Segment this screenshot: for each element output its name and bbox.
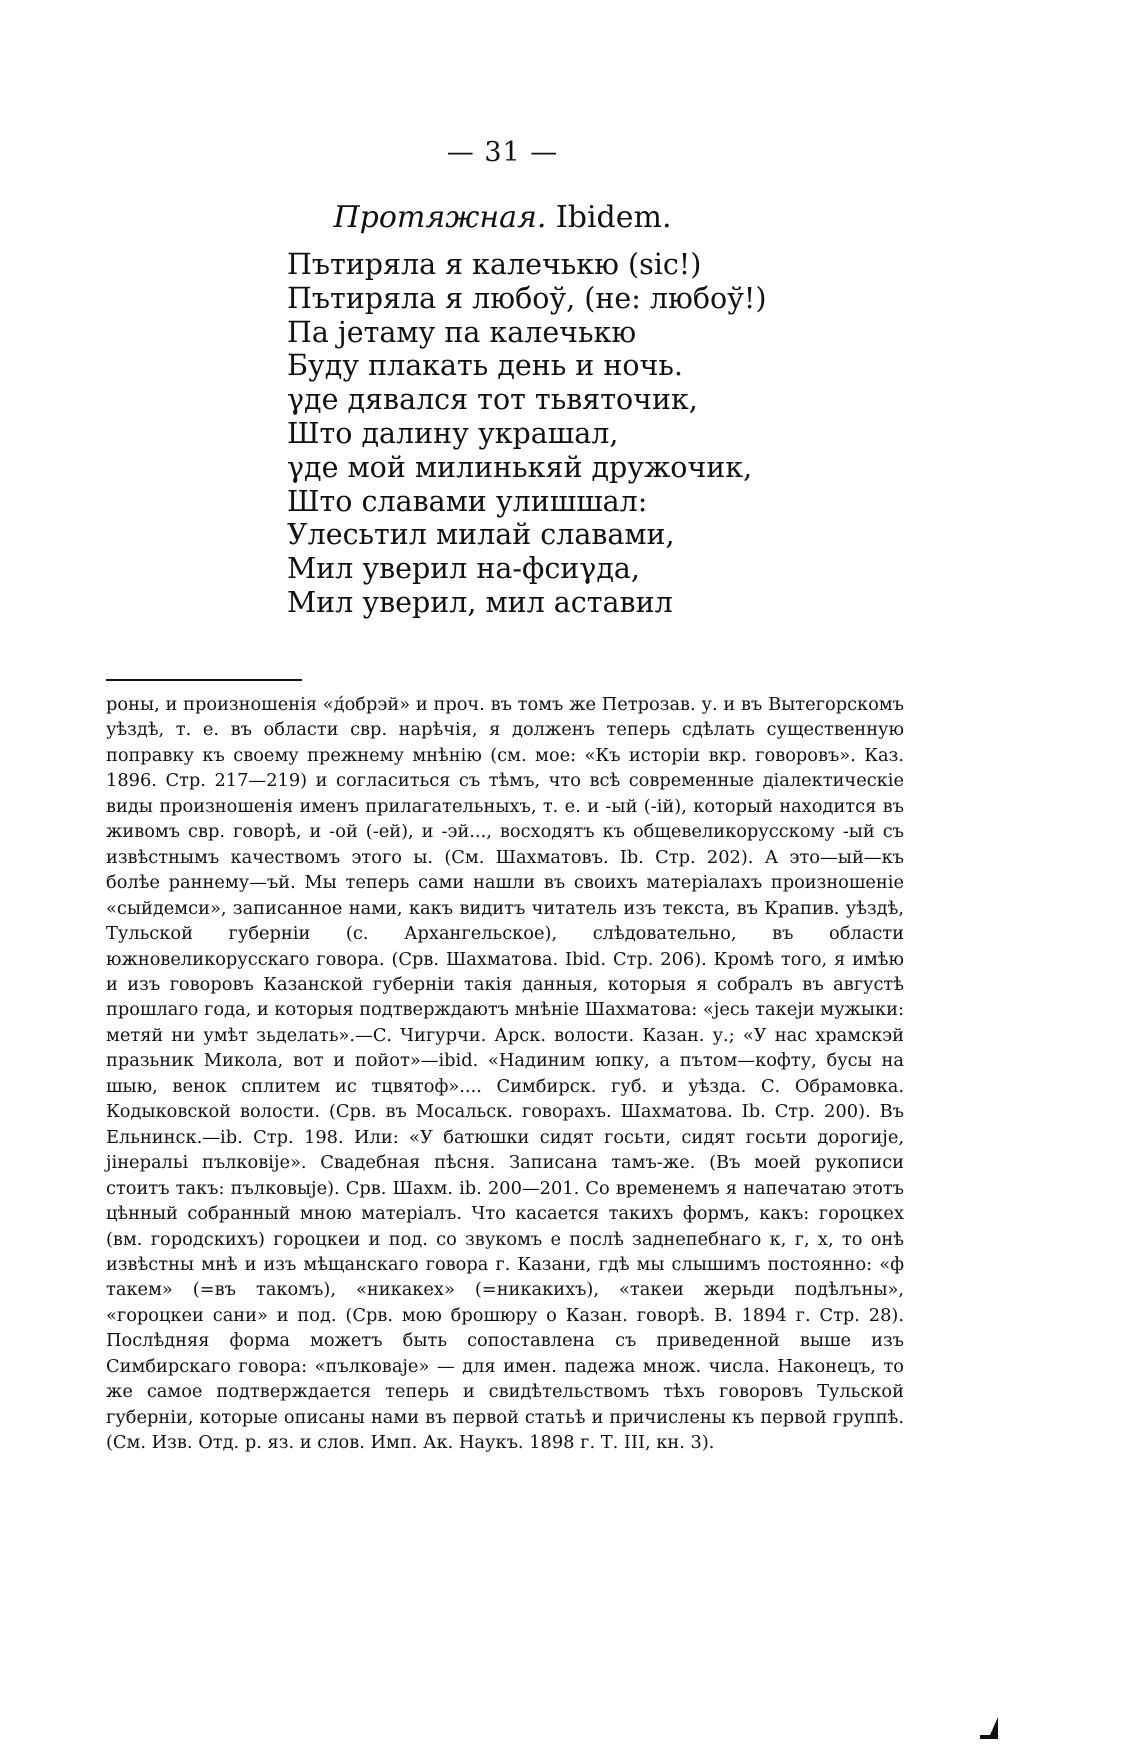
verse-line: Што далину украшал, <box>287 416 619 450</box>
verse-line: Пътиряла я любоў, (не: любоў!) <box>287 281 767 315</box>
verse-line: Улесьтил милай славами, <box>287 518 675 552</box>
footnote-text: роны, и произношенія «д́обрэй» и проч. въ томъ же Петрозав. у. и въ Вытегорскомъ уѣздѣ, т. е. въ области свр. нарѣчія, я долженъ теперь сдѣлать существенную поправку къ своему прежнему мнѣнію (см. мое: «Къ исторіи вкр. говоровъ». Каз. 1896. Стр. 217—219) и согласиться съ тѣмъ, что всѣ современные діалектическіе виды произношенія именъ прилагательныхъ, т. е. и -ый (-ій), который находится въ живомъ свр. говорѣ, и -ой (-ей), и -эй..., восходятъ къ общевеликорусскому -ый съ извѣстнымъ качествомъ этого ы. (См. Шахматовъ. Ib. Стр. 202). А это—ый—къ болѣе раннему—ъй. Мы теперь сами нашли въ своихъ матеріалахъ произношеніе «сыйдемси», записанное нами, какъ видитъ читатель изъ текста, въ Крапив. уѣздѣ, Тульской губерніи (с. Архангельское), слѣдовательно, въ области южновеликорусскаго говора. (Срв. Шахматова. Ibid. Стр. 206). Кромѣ того, я имѣю и изъ говоровъ Казанской губерніи такія данныя, которыя я собралъ въ августѣ прошлаго года, и которыя подтверждаютъ мнѣніе Шахматова: «јесь такеји мужыки: метяй ни умѣт зьделать».—С. Чигурчи. Арск. волости. Казан. у.; «У нас храмскэй празьник Микола, вот и пойот»—ibid. «Надиним юпку, а пътом—кофту, бусы на шыю, венок сплитем ис тцвятоф».... Симбирск. губ. и уѣзда. С. Обрамовка. Кодыковской волости. (Срв. въ Мосальск. говорахъ. Шахматова. Ib. Стр. 200). Въ Ельнинск.—ib. Стр. 198. Или: «У батюшки сидят госьти, сидят госьти дорогије, јінеральі пълковіје». Свадебная пѣсня. Записана тамъ-же. (Въ моей рукописи стоитъ такъ: пълковыје). Срв. Шахм. ib. 200—201. Со временемъ я напечатаю этотъ цѣнный собранный мною матеріалъ. Что касается такихъ формъ, какъ: гороцкех (вм. городскихъ) гороцкеи и под. со звукомъ е послѣ заднепебнаго к, г, х, то онѣ извѣстны мнѣ и изъ мѣщанскаго говора г. Казани, гдѣ мы слышимъ постоянно: «ф такем» (=въ такомъ), «никакех» (=никакихъ), «такеи жерьди подѣлъны», «гороцкеи сани» и под. (Срв. мою брошюру о Казан. говорѣ. В. 1894 г. Стр. 28). Послѣдняя форма можетъ быть сопоставлена съ приведенной выше изъ Симбирскаго говора: «пълковаје» — для имен. падежа множ. числа. Наконецъ, то же самое подтверждается теперь и свидѣтельствомъ тѣхъ говоровъ Тульской губерніи, которые описаны нами въ первой статьѣ и причислены къ первой группѣ. (См. Изв. Отд. р. яз. и слов. Имп. Ак. Наукъ. 1898 г. Т. III, кн. 3). <box>106 694 904 1454</box>
song-title-source: Ibidem. <box>546 200 672 235</box>
verse-line: γде дявался тот тьвяточик, <box>287 383 698 417</box>
verse-line: Мил уверил, мил аставил <box>287 585 673 619</box>
page-number: — 31 — <box>446 137 559 168</box>
scan-corner-mark-icon <box>976 1715 1006 1741</box>
verse-line: Што славами улишшал: <box>287 484 648 518</box>
song-title <box>0 200 1005 235</box>
verse-line: γде мой милинькяй дружочик, <box>287 450 753 484</box>
verse-line: Пътиряла я калечькю (sic!) <box>287 248 702 281</box>
verse-line: Мил уверил на-фсиγда, <box>287 552 640 586</box>
verse-line: Буду плакать день и ночь. <box>287 349 683 383</box>
footnote-divider <box>106 679 302 681</box>
verse-line: Па јетаму па калечькю <box>287 315 637 349</box>
song-verse <box>287 248 767 620</box>
song-title-italic: Протяжная. <box>333 200 547 235</box>
